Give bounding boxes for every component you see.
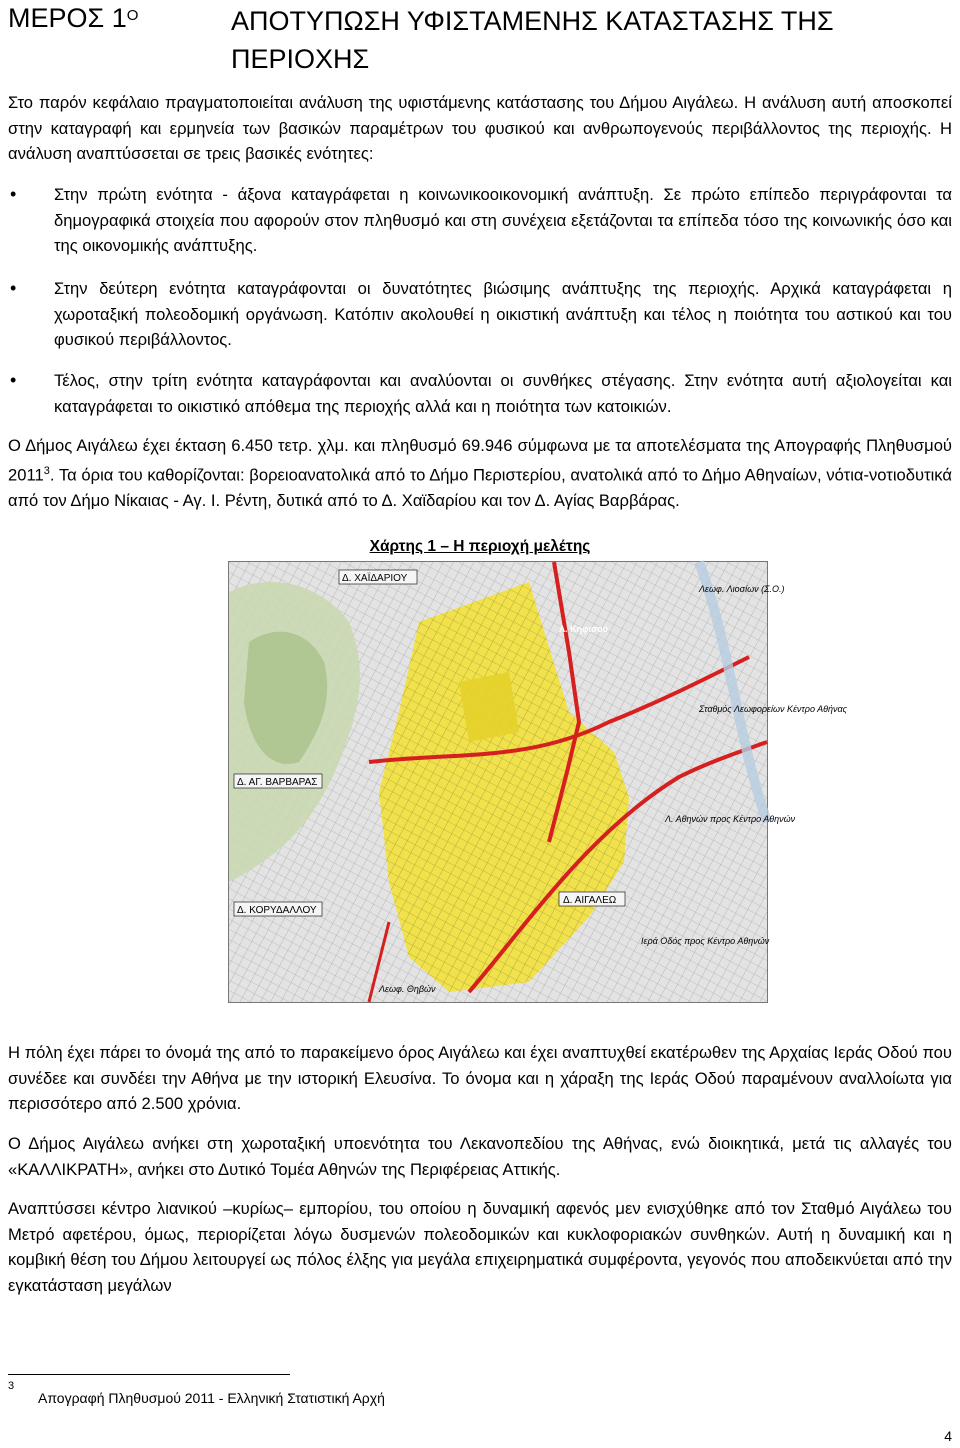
area-text-before: Ο Δήμος Αιγάλεω έχει έκταση 6.450 τετρ. χλμ. και πληθυσμό 69.946 σύμφωνα με τα αποτελέσματα της Απογραφής Πληθυσμού 2011 [8, 436, 952, 485]
map-label-central-bus: Σταθμός Λεωφορείων Κέντρο Αθήνας [699, 704, 848, 714]
intro-paragraph: Στο παρόν κεφάλαιο πραγματοποιείται ανάλυση της υφιστάμενης κατάστασης του Δήμου Αιγάλεω. Η ανάλυση αυτή αποσκοπεί στην καταγραφή και ερμηνεία των βασικών παραμέτρων του φυσικού και ανθρωπογενούς περιβάλλοντος της περιοχής. Η ανάλυση αναπτύσσεται σε τρεις βασικές ενότητες: [8, 93, 952, 163]
chapter-part-superscript: Ο [126, 7, 139, 24]
bullet-icon: • [10, 184, 17, 204]
map-label-agia-varvara: Δ. ΑΓ. ΒΑΡΒΑΡΑΣ [237, 777, 318, 788]
map-label-aigaleo: Δ. ΑΙΓΑΛΕΩ [563, 895, 617, 906]
chapter-part [8, 2, 138, 34]
chapter-part-label: ΜΕΡΟΣ 1 [8, 3, 127, 33]
map-label-korydallos: Δ. ΚΟΡΥΔΑΛΛΟΥ [237, 905, 317, 916]
commerce-paragraph: Αναπτύσσει κέντρο λιανικού –κυρίως– εμπορίου, του οποίου η δυναμική αφενός μεν ενισχύθηκε από τον Σταθμό Αιγάλεω του Μετρό αφετέρου, όμως, περιορίζεται λόγω δυσμενών πολεοδομικών και κυκλοφοριακών συνθηκών. Αυτή η δυναμική και η κομβική θέση του Δήμου λειτουργεί ως πόλος έλξης για μεγάλα επιχειρηματικά συμφέροντα, γεγονός που αποδεικνύεται από την εγκατάσταση μεγάλων [8, 1199, 952, 1295]
map-label-iera-odos: Ιερά Οδός προς Κέντρο Αθηνών [641, 936, 770, 946]
footnote-divider [8, 1374, 290, 1375]
bullet-item-1: Στην πρώτη ενότητα - άξονα καταγράφεται η κοινωνικοοικονομική ανάπτυξη. Σε πρώτο επίπεδο περιγράφονται τα δημογραφικά στοιχεία που αφορούν στον πληθυσμό και στη συνέχεια εξετάζονται τα επίπεδα τόσο της κοινωνικής όσο και της οικονομικής ανάπτυξης. [54, 185, 952, 255]
footnote-text: Απογραφή Πληθυσμού 2011 - Ελληνική Στατιστική Αρχή [38, 1390, 385, 1406]
area-paragraph [8, 433, 952, 513]
map-graphic [229, 562, 848, 1002]
bullet-item-2: Στην δεύτερη ενότητα καταγράφονται οι δυνατότητες βιώσιμης ανάπτυξης της περιοχής. Αρχικά καταγράφεται η χωροταξική πολεοδομική οργάνωση. Κατόπιν ακολουθεί η οικιστική ανάπτυξη και τέλος η ποιότητα του αστικού και του φυσικού περιβάλλοντος. [54, 279, 952, 349]
bullet-icon: • [10, 278, 17, 298]
study-area-map [228, 561, 848, 1003]
bullet-icon: • [10, 370, 17, 390]
page-number: 4 [944, 1428, 952, 1444]
area-text-after: . Τα όρια του καθορίζονται: βορειοανατολικά από το Δήμο Περιστερίου, ανατολικά από το Δήμο Αθηναίων, νότια-νοτιοδυτικά από τον Δήμο Νίκαιας - Αγ. Ι. Ρέντη, δυτικά από το Δ. Χαϊδαρίου και τον Δ. Αγίας Βαρβάρας. [8, 465, 952, 510]
administration-paragraph: Ο Δήμος Αιγάλεω ανήκει στη χωροταξική υποενότητα του Λεκανοπεδίου της Αθήνας, ενώ διοικητικά, μετά τις αλλαγές του «ΚΑΛΛΙΚΡΑΤΗ», ανήκει στο Δυτικό Τομέα Αθηνών της Περιφέρειας Αττικής. [8, 1134, 952, 1179]
footnote-reference[interactable]: 3 [43, 464, 50, 477]
bullet-item-3: Τέλος, στην τρίτη ενότητα καταγράφονται και αναλύονται οι συνθήκες στέγασης. Στην ενότητα αυτή αξιολογείται και καταγράφεται το οικιστικό απόθεμα της περιοχής αλλά και η ποιότητα των κατοικιών. [54, 371, 952, 416]
map-label-athinon: Λ. Αθηνών προς Κέντρο Αθηνών [665, 814, 796, 824]
footnote-number: 3 [8, 1380, 15, 1392]
chapter-title: ΑΠΟΤΥΠΩΣΗ ΥΦΙΣΤΑΜΕΝΗΣ ΚΑΤΑΣΤΑΣΗΣ ΤΗΣ ΠΕΡΙΟΧΗΣ [231, 6, 834, 74]
dense-block [459, 672, 519, 742]
map-label-thivon: Λεωφ. Θηβών [379, 984, 436, 994]
history-paragraph: Η πόλη έχει πάρει το όνομά της από το παρακείμενο όρος Αιγάλεω και έχει αναπτυχθεί εκατέρωθεν της Αρχαίας Ιεράς Οδού που συνέδεε και συνδέει την Αθήνα με την ιστορική Ελευσίνα. Το όνομα και η χάραξη της Ιεράς Οδού παραμένουν αναλλοίωτα για περισσότερο από 2.500 χρόνια. [8, 1043, 952, 1113]
map-label-top-right: Λεωφ. Λιοσίων (Σ.Ο.) [699, 584, 785, 594]
map-label-kifisou: Λ. Κηφισού [559, 624, 608, 634]
map-caption: Χάρτης 1 – Η περιοχή μελέτης [369, 538, 591, 555]
chapter-heading [0, 0, 960, 74]
map-label-chaidari: Δ. ΧΑΪΔΑΡΙΟΥ [342, 573, 408, 584]
